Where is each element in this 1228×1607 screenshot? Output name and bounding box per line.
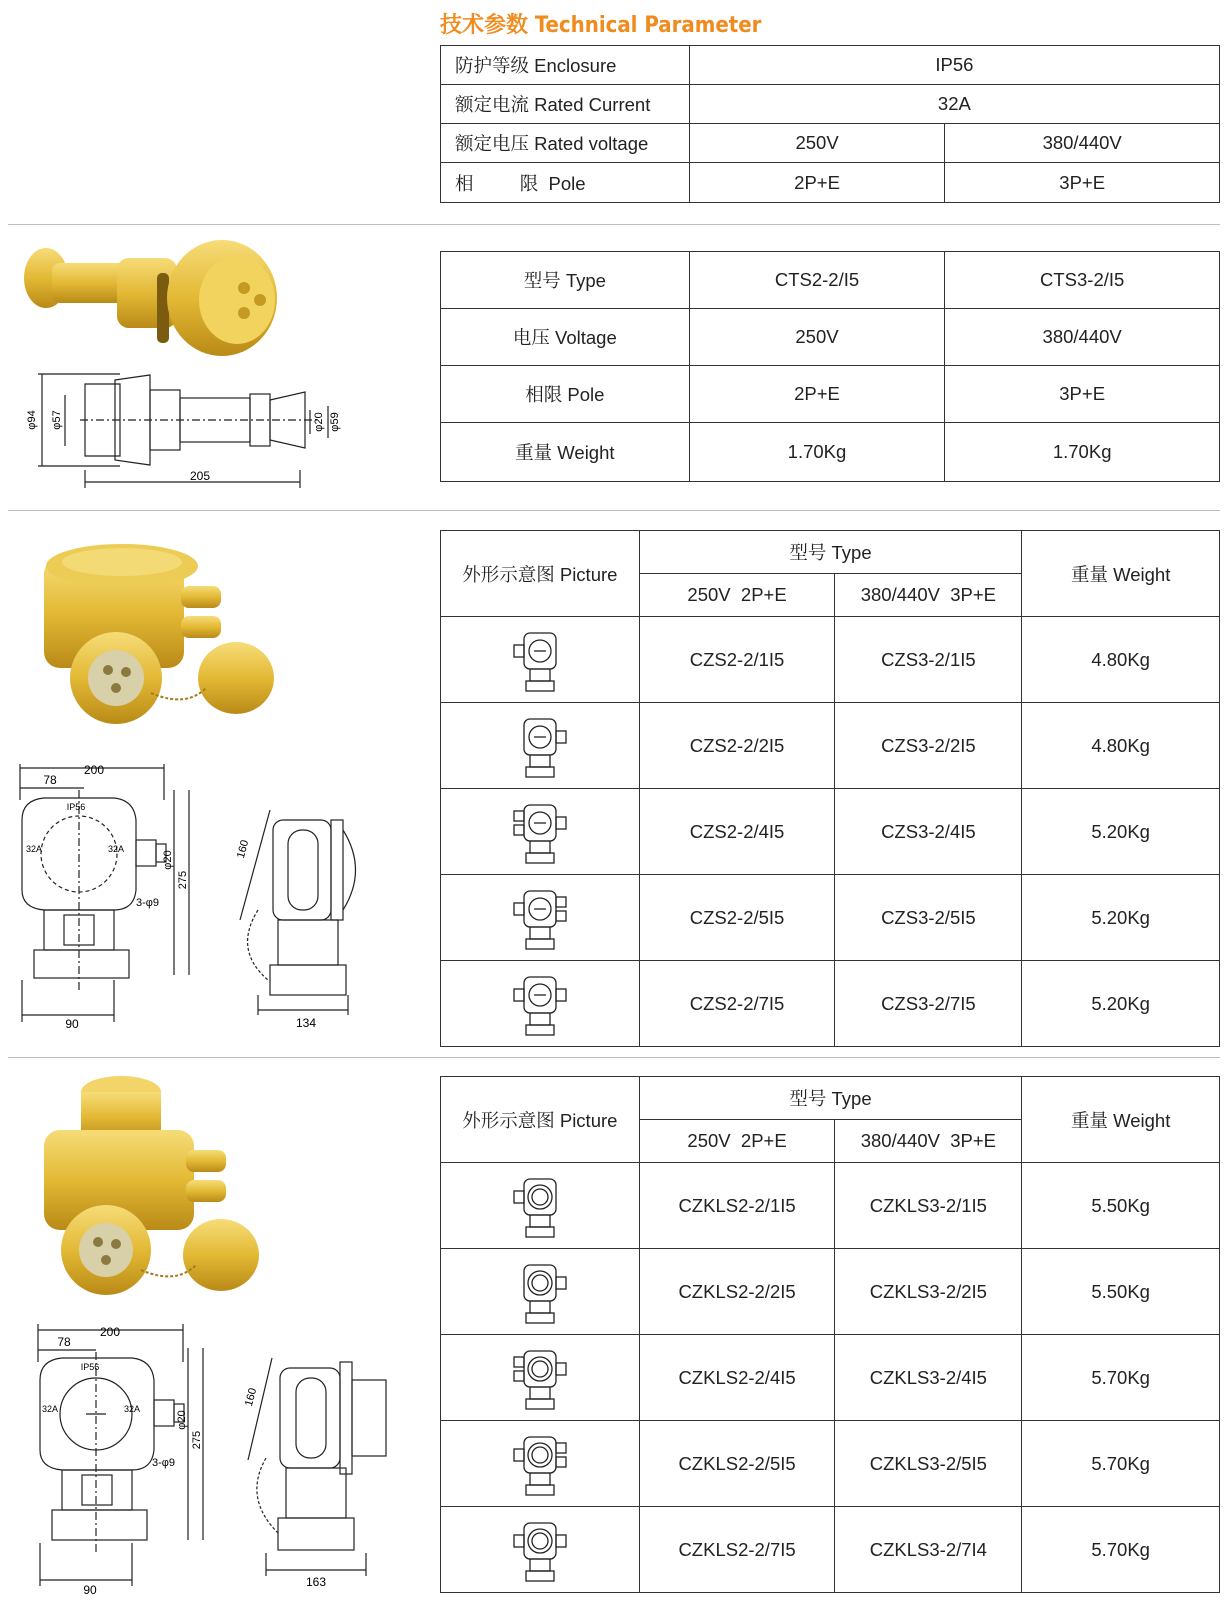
model-2p: CZKLS2-2/5I5 [639,1421,835,1507]
model-2p: CZKLS2-2/2I5 [639,1249,835,1335]
socket2-drawing-side [238,1348,408,1588]
table-row [441,366,1220,423]
socket2-table [440,1076,1220,1593]
socket2-drawing-front [28,1318,218,1598]
plug-voltage-2p: 250V [689,309,945,366]
model-2p: CZKLS2-2/7I5 [639,1507,835,1593]
socket-thumbnail-icon [441,875,640,961]
amp-label-right: 32A [108,844,125,854]
model-2p: CZS2-2/4I5 [639,789,835,875]
socket-thumbnail-icon [441,1421,640,1507]
table-row [441,617,1220,703]
plug-photo [22,238,292,368]
socket-thumbnail-icon [441,961,640,1047]
dim-phi57: φ57 [51,410,63,430]
socket1-photo [36,538,286,738]
type-header: 型号 Type [639,531,1022,574]
weight-value: 5.20Kg [1022,875,1220,961]
dim-275: 275 [191,1430,203,1450]
rated-voltage-label: 额定电压 Rated voltage [441,124,690,163]
socket2-photo [36,1070,276,1310]
model-2p: CZS2-2/2I5 [639,703,835,789]
enclosure-label: 防护等级 Enclosure [441,46,690,85]
page-title: 技术参数 Technical Parameter [440,13,762,38]
table-row [441,1163,1220,1249]
model-2p: CZKLS2-2/1I5 [639,1163,835,1249]
divider [8,1057,1220,1058]
ip-label: IP56 [80,1362,100,1372]
table-row [441,875,1220,961]
model-2p: CZS2-2/5I5 [639,875,835,961]
amp-label-right: 32A [124,1404,141,1414]
enclosure-value: IP56 [689,46,1219,85]
table-row [441,789,1220,875]
socket-thumbnail-icon [441,1335,640,1421]
picture-header: 外形示意图 Picture [441,531,640,617]
type-header: 型号 Type [639,1077,1022,1120]
dim-275: 275 [177,870,189,890]
rated-current-value: 32A [689,85,1219,124]
dim-phi20: φ20 [176,1410,188,1430]
socket1-table [440,530,1220,1047]
socket-thumbnail-icon [441,789,640,875]
dim-134: 134 [295,1016,317,1030]
table-row [441,961,1220,1047]
pole-2p: 2P+E [689,163,945,203]
dim-90: 90 [83,1583,97,1597]
table-row [441,1335,1220,1421]
dim-phi94: φ94 [26,410,38,430]
dim-160: 160 [234,838,252,860]
table-row [441,124,1220,163]
dim-phi20: φ20 [162,850,174,870]
table-row [441,252,1220,309]
tech-parameter-table [440,45,1220,203]
table-row [441,163,1220,203]
header-2p: 250V 2P+E [639,1120,835,1163]
header-2p: 250V 2P+E [639,574,835,617]
weight-value: 5.70Kg [1022,1507,1220,1593]
plug-pole-2p: 2P+E [689,366,945,423]
dim-90: 90 [65,1017,79,1030]
socket1-drawing-front [14,760,204,1030]
pole-label: 相限 Pole [441,366,690,423]
plug-type-2p: CTS2-2/I5 [689,252,945,309]
pole-label: 相 限 Pole [441,163,690,203]
socket1-drawing-side [228,800,378,1030]
rated-voltage-2p: 250V [689,124,945,163]
dim-holes: 3-φ9 [152,1457,176,1469]
weight-value: 4.80Kg [1022,617,1220,703]
dim-163: 163 [305,1575,327,1588]
pole-3p: 3P+E [945,163,1220,203]
rated-current-label: 额定电流 Rated Current [441,85,690,124]
model-2p: CZS2-2/7I5 [639,961,835,1047]
plug-drawing [20,370,360,495]
model-3p: CZKLS3-2/1I5 [835,1163,1022,1249]
plug-table [440,251,1220,482]
table-row [441,85,1220,124]
weight-header: 重量 Weight [1022,1077,1220,1163]
model-3p: CZS3-2/1I5 [835,617,1022,703]
table-row [441,703,1220,789]
dim-78: 78 [43,773,57,787]
table-row [441,1421,1220,1507]
plug-weight-3p: 1.70Kg [945,423,1220,482]
weight-header: 重量 Weight [1022,531,1220,617]
dim-200: 200 [83,763,105,777]
socket-thumbnail-icon [441,703,640,789]
model-3p: CZKLS3-2/4I5 [835,1335,1022,1421]
table-header-row [441,531,1220,574]
socket-thumbnail-icon [441,1249,640,1335]
picture-header: 外形示意图 Picture [441,1077,640,1163]
header-3p: 380/440V 3P+E [835,574,1022,617]
weight-label: 重量 Weight [441,423,690,482]
table-row [441,309,1220,366]
model-2p: CZKLS2-2/4I5 [639,1335,835,1421]
amp-label-left: 32A [42,1404,59,1414]
plug-type-3p: CTS3-2/I5 [945,252,1220,309]
voltage-label: 电压 Voltage [441,309,690,366]
plug-pole-3p: 3P+E [945,366,1220,423]
weight-value: 5.70Kg [1022,1335,1220,1421]
model-2p: CZS2-2/1I5 [639,617,835,703]
divider [8,510,1220,511]
type-label: 型号 Type [441,252,690,309]
dim-200: 200 [99,1325,121,1339]
model-3p: CZS3-2/2I5 [835,703,1022,789]
dim-holes: 3-φ9 [136,897,160,909]
table-header-row [441,1077,1220,1120]
dim-phi20: φ20 [313,412,325,432]
model-3p: CZKLS3-2/7I4 [835,1507,1022,1593]
model-3p: CZS3-2/7I5 [835,961,1022,1047]
ip-label: IP56 [66,802,86,812]
table-row [441,1249,1220,1335]
weight-value: 5.50Kg [1022,1163,1220,1249]
dim-length: 205 [189,469,211,483]
weight-value: 5.20Kg [1022,961,1220,1047]
table-row [441,423,1220,482]
dim-160: 160 [242,1386,260,1408]
model-3p: CZS3-2/4I5 [835,789,1022,875]
socket-thumbnail-icon [441,617,640,703]
rated-voltage-3p: 380/440V [945,124,1220,163]
weight-value: 5.70Kg [1022,1421,1220,1507]
dim-phi59: φ59 [329,412,341,432]
socket-thumbnail-icon [441,1507,640,1593]
divider [8,224,1220,225]
table-row [441,1507,1220,1593]
socket-thumbnail-icon [441,1163,640,1249]
model-3p: CZKLS3-2/5I5 [835,1421,1022,1507]
header-3p: 380/440V 3P+E [835,1120,1022,1163]
plug-voltage-3p: 380/440V [945,309,1220,366]
amp-label-left: 32A [26,844,43,854]
weight-value: 5.20Kg [1022,789,1220,875]
dim-78: 78 [57,1335,71,1349]
weight-value: 4.80Kg [1022,703,1220,789]
table-row [441,46,1220,85]
model-3p: CZKLS3-2/2I5 [835,1249,1022,1335]
weight-value: 5.50Kg [1022,1249,1220,1335]
model-3p: CZS3-2/5I5 [835,875,1022,961]
plug-weight-2p: 1.70Kg [689,423,945,482]
